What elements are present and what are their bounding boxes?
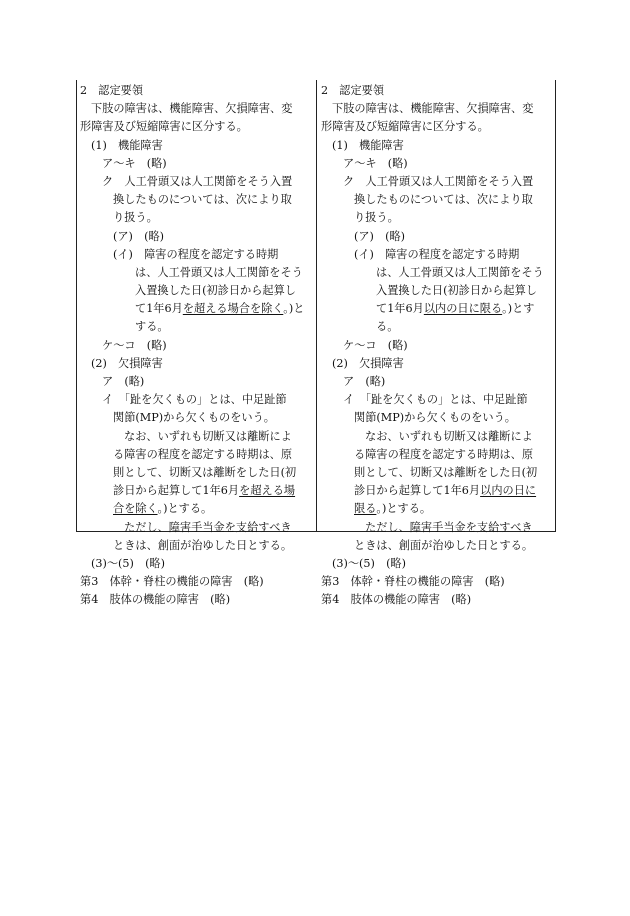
item-line: なお、いずれも切断又は離断によ [365, 429, 533, 443]
item-line: ときは、創面が治ゆした日とする。 [113, 538, 293, 552]
item-line: る障害の程度を認定する時期は、原 [354, 447, 534, 461]
chapter-line: 第4 肢体の機能の障害 (略) [80, 593, 231, 607]
item-line: (ア) (略) [113, 229, 165, 243]
section-title: (1) 機能障害 [332, 138, 404, 152]
item-line: イ 「趾を欠くもの」とは、中足趾節 [343, 393, 528, 407]
heading: 2 認定要領 [80, 84, 144, 97]
underlined-text: 合を除く [113, 502, 158, 516]
text-segment: 診日から起算して1年6月 [113, 484, 240, 498]
item-line: 関節(MP)から欠くものをいう。 [354, 411, 516, 425]
section-title: (3)～(5) (略) [332, 556, 406, 570]
item-line [321, 482, 555, 500]
underlined-text: 以内の日に限る [423, 302, 503, 316]
underlined-text: 以内の日に [480, 484, 537, 498]
item-line [80, 482, 314, 500]
item-line: ときは、創面が治ゆした日とする。 [354, 538, 534, 552]
text-segment: て1年6月 [376, 302, 424, 316]
chapter-line: 第4 肢体の機能の障害 (略) [321, 593, 472, 607]
item-line: り扱う。 [354, 211, 399, 225]
item-line: は、人工骨頭又は人工関節をそう [376, 265, 544, 279]
intro-line: 下肢の障害は、機能障害、欠損障害、変 [91, 102, 293, 116]
item-line: 換したものについては、次により取 [113, 193, 292, 207]
section-title: (2) 欠損障害 [332, 356, 404, 370]
comparison-table [76, 80, 556, 607]
item-line: 則として、切断又は離断をした日(初 [113, 465, 297, 479]
item-line: する。 [135, 320, 169, 334]
intro-line: 下肢の障害は、機能障害、欠損障害、変 [332, 102, 534, 116]
item-line: 換したものについては、次により取 [354, 193, 533, 207]
section-title: (2) 欠損障害 [91, 356, 163, 370]
right-column [321, 82, 555, 609]
item-line: ケ～コ (略) [343, 338, 408, 352]
item-line [80, 500, 314, 518]
chapter-line: 第3 体幹・脊柱の機能の障害 (略) [80, 575, 264, 589]
item-line [321, 500, 555, 518]
item-line: ア (略) [102, 375, 145, 388]
item-line: イ 「趾を欠くもの」とは、中足趾節 [102, 393, 287, 407]
item-line [321, 300, 555, 318]
heading: 2 認定要領 [321, 84, 385, 97]
underlined-text: を超える場合を除く [182, 302, 284, 316]
item-line: り扱う。 [113, 211, 158, 225]
item-line: は、人工骨頭又は人工関節をそう [135, 265, 303, 279]
text-segment: 診日から起算して1年6月 [354, 484, 481, 498]
item-line: ア (略) [343, 375, 386, 388]
item-line: ア～キ (略) [343, 156, 408, 170]
item-line [80, 300, 314, 318]
intro-line: 形障害及び短縮障害に区分する。 [321, 120, 489, 134]
section-title: (3)～(5) (略) [91, 556, 165, 570]
item-line: る障害の程度を認定する時期は、原 [113, 447, 293, 461]
item-line: ク 人工骨頭又は人工関節をそう入置 [102, 174, 293, 188]
item-line: なお、いずれも切断又は離断によ [124, 429, 292, 443]
item-line: 入置換した日(初診日から起算し [135, 284, 296, 298]
item-line: (イ) 障害の程度を認定する時期 [354, 247, 520, 261]
item-line: (イ) 障害の程度を認定する時期 [113, 247, 279, 261]
item-line: ただし、障害手当金を支給すべき [124, 520, 292, 534]
intro-line: 形障害及び短縮障害に区分する。 [80, 120, 248, 134]
column-divider [316, 80, 317, 531]
item-line: 則として、切断又は離断をした日(初 [354, 465, 538, 479]
underlined-text: を超える場 [239, 484, 296, 498]
item-line: 入置換した日(初診日から起算し [376, 284, 537, 298]
underlined-text: 限る [354, 502, 377, 516]
item-line: (ア) (略) [354, 229, 406, 243]
item-line: ク 人工骨頭又は人工関節をそう入置 [343, 174, 534, 188]
item-line: ケ～コ (略) [102, 338, 167, 352]
text-segment: て1年6月 [135, 302, 183, 316]
item-line: る。 [376, 320, 399, 334]
item-line: ただし、障害手当金を支給すべき [365, 520, 533, 534]
text-segment: 。)とする。 [376, 502, 432, 516]
item-line: 関節(MP)から欠くものをいう。 [113, 411, 275, 425]
text-segment: 。)と [283, 302, 305, 316]
chapter-line: 第3 体幹・脊柱の機能の障害 (略) [321, 575, 505, 589]
section-title: (1) 機能障害 [91, 138, 163, 152]
left-column [80, 82, 314, 609]
text-segment: 。)とする。 [157, 502, 213, 516]
item-line: ア～キ (略) [102, 156, 167, 170]
text-segment: 。)とす [502, 302, 535, 316]
